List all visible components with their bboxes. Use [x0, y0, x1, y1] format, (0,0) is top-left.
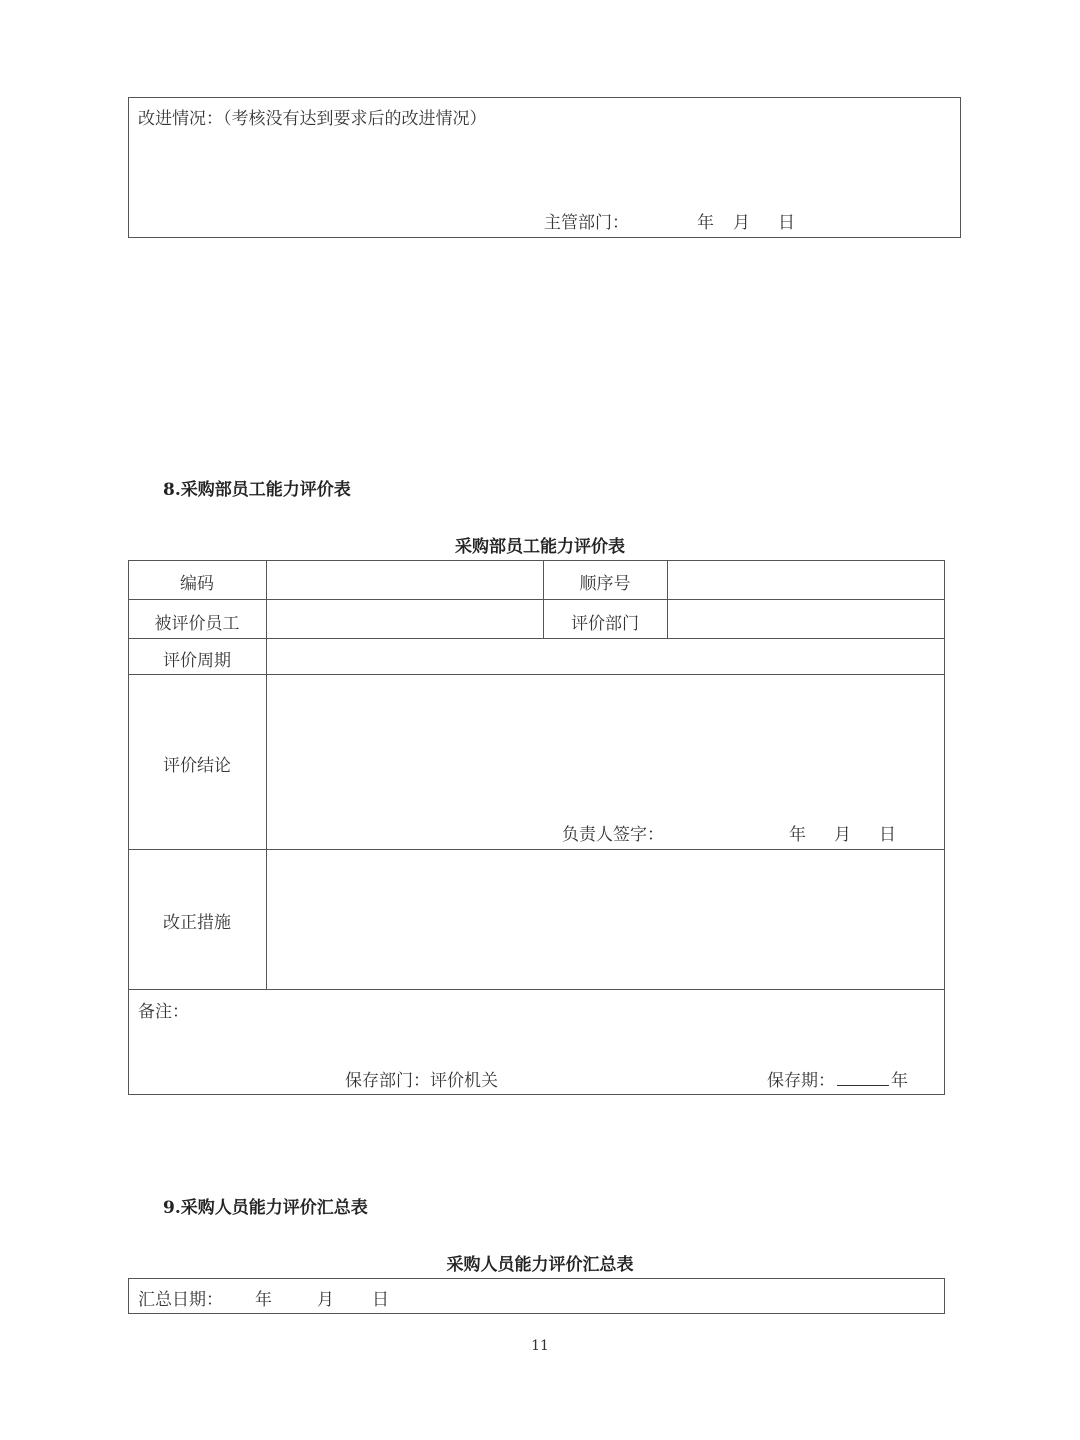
department-label: 评价部门 — [571, 614, 639, 634]
corrective-label: 改正措施 — [163, 913, 231, 933]
conclusion-month: 月 — [834, 825, 851, 845]
keep-period-blank — [837, 1068, 889, 1086]
summary-date-label: 汇总日期： — [138, 1290, 223, 1310]
improvement-month: 月 — [733, 213, 750, 233]
summary-month: 月 — [317, 1290, 334, 1310]
section9-heading: 9.采购人员能力评价汇总表 — [163, 1198, 368, 1218]
employee-label: 被评价员工 — [154, 614, 240, 634]
page-number: 11 — [531, 1338, 549, 1354]
table-row-divider — [128, 638, 945, 639]
sequence-label: 顺序号 — [579, 574, 631, 594]
improvement-day: 日 — [778, 213, 795, 233]
evaluation-table — [128, 560, 945, 1095]
section9-table-title: 采购人员能力评价汇总表 — [446, 1255, 634, 1275]
table-row-divider — [128, 599, 945, 600]
supervisor-dept-label: 主管部门： — [544, 213, 629, 233]
conclusion-label: 评价结论 — [163, 756, 231, 776]
keep-period-label — [767, 1066, 908, 1091]
period-label: 评价周期 — [163, 651, 231, 671]
conclusion-year: 年 — [789, 825, 806, 845]
conclusion-day: 日 — [879, 825, 896, 845]
keep-dept-label: 保存部门：评价机关 — [345, 1071, 498, 1091]
summary-table — [128, 1278, 945, 1314]
code-label: 编码 — [180, 574, 214, 594]
table-col-divider — [667, 560, 668, 638]
section8-heading: 8.采购部员工能力评价表 — [163, 480, 351, 500]
table-row-divider — [128, 849, 945, 850]
improvement-label: 改进情况：（考核没有达到要求后的改进情况） — [138, 109, 487, 129]
remarks-label: 备注： — [138, 1002, 189, 1022]
section8-table-title: 采购部员工能力评价表 — [455, 537, 625, 557]
keep-period-year: 年 — [891, 1071, 908, 1091]
signature-label: 负责人签字： — [562, 825, 664, 845]
summary-year: 年 — [255, 1290, 272, 1310]
summary-day: 日 — [372, 1290, 389, 1310]
table-col-divider — [266, 560, 267, 989]
improvement-year: 年 — [697, 213, 714, 233]
keep-period-text: 保存期： — [767, 1071, 835, 1091]
table-row-divider — [128, 674, 945, 675]
table-row-divider — [128, 989, 945, 990]
